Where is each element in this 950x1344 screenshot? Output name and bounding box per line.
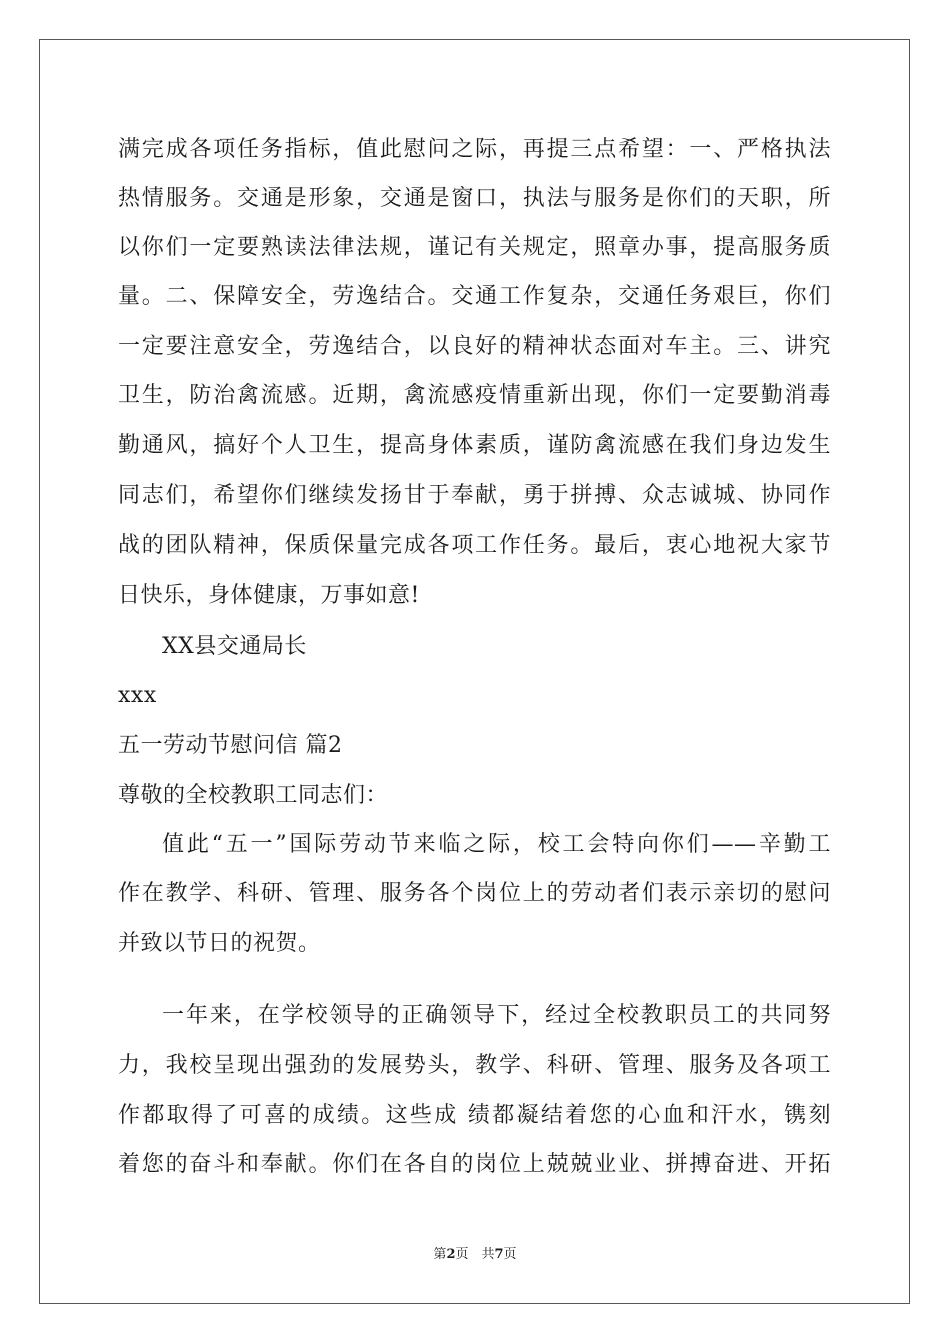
page-current: 2 [446, 1247, 456, 1262]
page-total: 7 [494, 1247, 504, 1262]
paragraph-line: 卫生，防治禽流感。近期，禽流感疫情重新出现，你们一定要勤消毒 [118, 383, 831, 408]
paragraph-line: 日快乐，身体健康，万事如意! [118, 583, 420, 608]
section-heading: 五一劳动节慰问信 篇2 [118, 733, 343, 758]
paragraph-line: 一定要注意安全，劳逸结合，以良好的精神状态面对车主。三、讲究 [118, 334, 831, 359]
paragraph-line: 同志们，希望你们继续发扬甘于奉献，勇于拼搏、众志诚城、协同作 [118, 483, 831, 508]
signature-name: xxx [118, 683, 157, 708]
page-suffix: 页 [503, 1247, 517, 1262]
paragraph-line: 以你们一定要熟读法律法规，谨记有关规定，照章办事，提高服务质 [118, 235, 831, 260]
paragraph-line: 勤通风，搞好个人卫生，提高身体素质，谨防禽流感在我们身边发生 [118, 433, 831, 458]
page-mid: 页 共 [455, 1247, 495, 1262]
paragraph-line: 一年来，在学校领导的正确领导下，经过全校教职员工的共同努 [162, 1003, 831, 1028]
paragraph-line: 力，我校呈现出强劲的发展势头，教学、科研、管理、服务及各项工 [118, 1053, 831, 1078]
salutation: 尊敬的全校教职工同志们： [118, 783, 389, 808]
paragraph-line: 值此“五一”国际劳动节来临之际，校工会特向你们——辛勤工 [162, 832, 831, 857]
page-prefix: 第 [433, 1247, 447, 1262]
page-footer [0, 1246, 950, 1264]
paragraph-line: 作在教学、科研、管理、服务各个岗位上的劳动者们表示亲切的慰问 [118, 881, 831, 906]
paragraph-line: 作都取得了可喜的成绩。这些成 绩都凝结着您的心血和汗水，镌刻 [118, 1103, 831, 1128]
paragraph-line: 满完成各项任务指标，值此慰问之际，再提三点希望：一、严格执法 [118, 137, 831, 162]
paragraph-line: 着您的奋斗和奉献。你们在各自的岗位上兢兢业业、拼搏奋进、开拓 [118, 1152, 831, 1177]
paragraph-line: 战的团队精神，保质保量完成各项工作任务。最后，衷心地祝大家节 [118, 533, 831, 558]
paragraph-line: 并致以节日的祝贺。 [118, 931, 321, 956]
paragraph-line: 量。二、保障安全，劳逸结合。交通工作复杂，交通任务艰巨，你们 [118, 284, 831, 309]
paragraph-line: 热情服务。交通是形象，交通是窗口，执法与服务是你们的天职，所 [118, 186, 831, 211]
signature-title: XX县交通局长 [162, 634, 307, 659]
